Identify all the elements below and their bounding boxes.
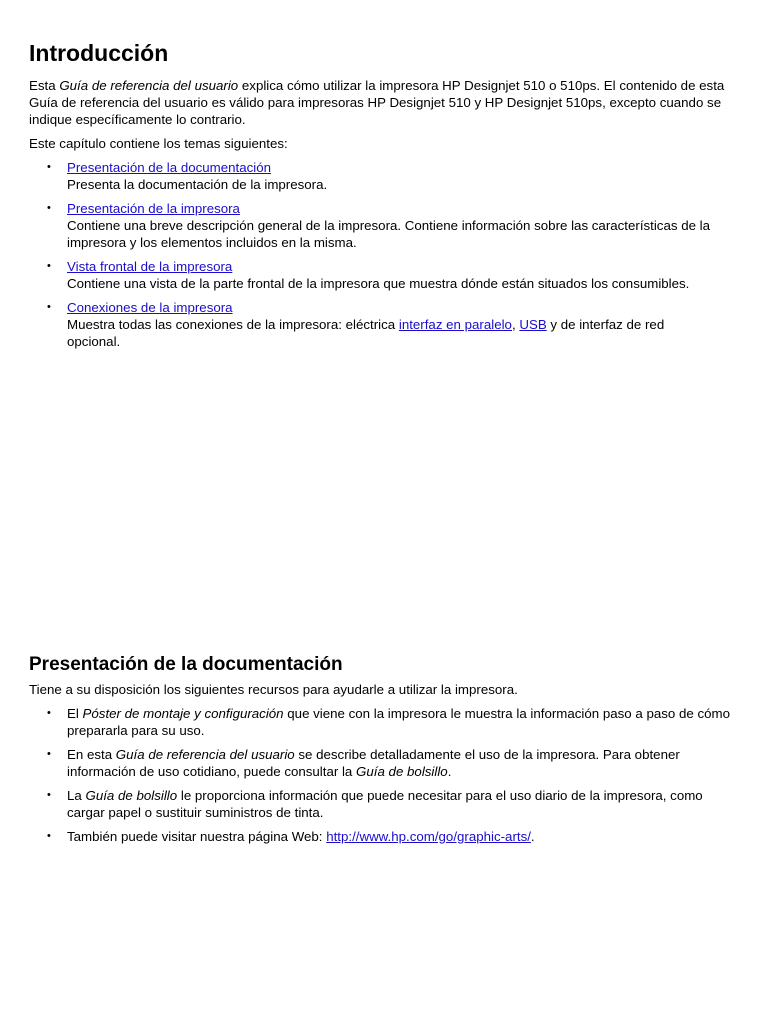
- bullet-icon: •: [47, 789, 51, 801]
- topic-description: Contiene una breve descripción general de la impresora. Contiene información sobre las características de la impresora y los elementos incluidos en la misma.: [67, 218, 711, 250]
- resource-text: En esta: [67, 747, 116, 762]
- resource-text: se describe detalladamente el uso de la impresora. Para obtener información de uso cotidiano, puede consultar la: [67, 747, 680, 779]
- list-item: [29, 705, 741, 739]
- topics-intro: Este capítulo contiene los temas siguientes:: [29, 136, 288, 151]
- link-usb[interactable]: USB: [519, 317, 547, 332]
- bullet-icon: •: [47, 202, 51, 214]
- bullet-icon: •: [47, 260, 51, 272]
- list-item: [29, 299, 741, 350]
- documentation-section: [29, 652, 741, 852]
- guide-title-italic: Guía de referencia del usuario: [115, 747, 295, 762]
- documentation-paragraph: Tiene a su disposición los siguientes recursos para ayudarle a utilizar la impresora.: [29, 682, 518, 697]
- link-doc-presentation[interactable]: Presentación de la documentación: [67, 160, 272, 175]
- intro-text-1: Esta: [29, 78, 60, 93]
- resource-text: El: [67, 706, 83, 721]
- topic-description: Contiene una vista de la parte frontal de la impresora que muestra dónde están situados los consumibles.: [67, 276, 690, 291]
- intro-paragraph: [29, 77, 741, 128]
- list-item: [29, 258, 741, 292]
- intro-section: [29, 38, 741, 357]
- resource-text: le proporciona información que puede necesitar para el uso diario de la impresora, como cargar papel o sustituir suministros de tinta.: [67, 788, 703, 820]
- guide-title-italic: Guía de referencia del usuario: [59, 78, 239, 93]
- intro-text-2: explica cómo utilizar la impresora HP Designjet 510 o 510ps. El contenido de esta Guía de referencia del usuario es válido para impresoras HP Designjet 510 y HP Designjet 510ps, excepto cuando se indique específicamente lo contrario.: [29, 78, 725, 127]
- link-printer-presentation[interactable]: Presentación de la impresora: [67, 201, 240, 216]
- resource-text: que viene con la impresora le muestra la información paso a paso de cómo prepararla para su uso.: [67, 706, 731, 738]
- resource-text: También puede visitar nuestra página Web:: [67, 829, 327, 844]
- topic-description: Presenta la documentación de la impresora.: [67, 177, 328, 192]
- bullet-icon: •: [47, 830, 51, 842]
- connections-text-post: y de interfaz de red opcional.: [67, 317, 665, 349]
- bullet-icon: •: [47, 161, 51, 173]
- resource-text: .: [530, 829, 535, 844]
- list-item: [29, 159, 741, 193]
- link-printer-connections[interactable]: Conexiones de la impresora: [67, 300, 233, 315]
- topics-list: [29, 159, 741, 350]
- pocket-guide-italic: Guía de bolsillo: [85, 788, 178, 803]
- resources-list: [29, 705, 741, 845]
- pocket-guide-italic: Guía de bolsillo: [356, 764, 448, 779]
- link-parallel-interface[interactable]: interfaz en paralelo: [398, 317, 512, 332]
- list-item: [29, 200, 741, 251]
- list-item: [29, 787, 741, 821]
- poster-title-italic: Póster de montaje y configuración: [82, 706, 284, 721]
- bullet-icon: •: [47, 748, 51, 760]
- link-front-view[interactable]: Vista frontal de la impresora: [67, 259, 233, 274]
- section-title: Presentación de la documentación: [29, 654, 343, 675]
- list-item: [29, 746, 741, 780]
- resource-text: .: [447, 764, 452, 779]
- connections-text-pre: Muestra todas las conexiones de la impresora: eléctrica: [67, 317, 399, 332]
- hp-website-link[interactable]: http://www.hp.com/go/graphic-arts/: [326, 829, 531, 844]
- page-title: Introducción: [29, 40, 169, 66]
- bullet-icon: •: [47, 707, 51, 719]
- list-item: [29, 828, 741, 845]
- topic-description: [67, 316, 687, 350]
- bullet-icon: •: [47, 301, 51, 313]
- separator: ,: [511, 317, 520, 332]
- resource-text: La: [67, 788, 86, 803]
